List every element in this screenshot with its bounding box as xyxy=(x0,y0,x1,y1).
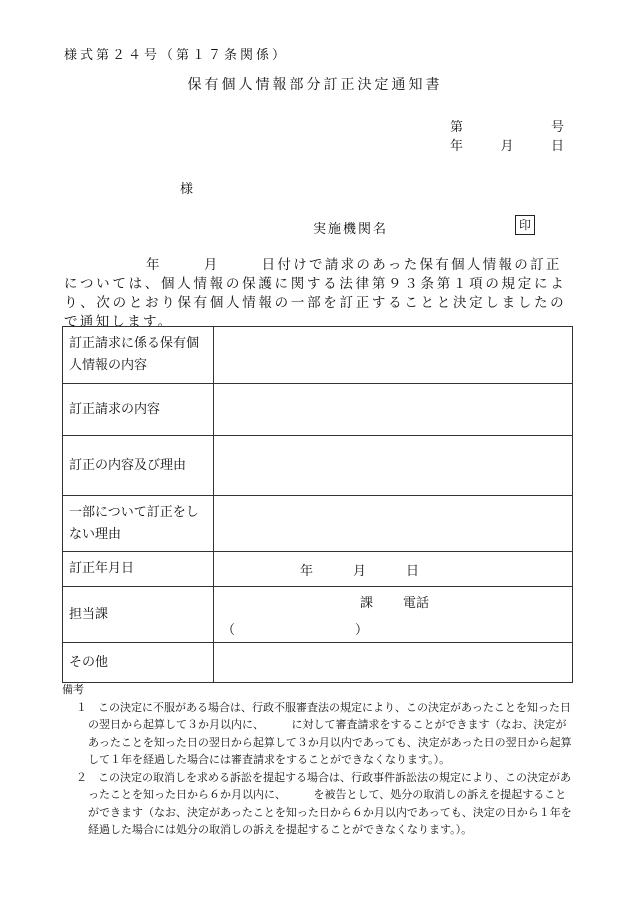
table-row xyxy=(63,384,573,436)
row-value xyxy=(214,643,573,683)
notice-body xyxy=(64,256,566,332)
body-month: 月 xyxy=(203,257,220,273)
table-row xyxy=(63,552,573,587)
remarks-item: １ この決定に不服がある場合は、行政不服審査法の規定により、この決定があったことを知った日の翌日から起算して３か月以内に、 に対して審査請求をすることができます（なお、決定があったことを知った日の翌日から起算して３か月以内であっても、決定があった日の翌日から起算して１年を経過した場合には審査請求をすることができなくなります。）。 xyxy=(76,700,572,766)
document-date-line xyxy=(450,135,564,154)
row-label: 訂正請求の内容 xyxy=(63,384,214,436)
row-label: 担当課 xyxy=(63,587,214,643)
ka-label: 課 xyxy=(360,595,374,611)
body-year: 年 xyxy=(146,257,162,273)
row-value xyxy=(214,436,573,496)
table-row xyxy=(63,327,573,384)
dai-label: 第 xyxy=(450,120,464,135)
form-number: 様式第２４号（第１７条関係） xyxy=(64,48,289,63)
go-label: 号 xyxy=(550,120,564,135)
row-label: 一部について訂正をしない理由 xyxy=(63,496,214,552)
day-label: 日 xyxy=(550,139,564,154)
phone-label: 電話 xyxy=(403,595,430,611)
body-line1: 日付けで請求のあった保有個人情報の訂正 xyxy=(261,257,562,273)
document-number-line xyxy=(450,116,564,135)
correction-date-cell xyxy=(214,552,573,587)
correction-day: 日 xyxy=(406,563,420,579)
remarks-section xyxy=(62,681,574,839)
agency-label: 実施機関名 xyxy=(313,222,389,237)
paren-close: ） xyxy=(355,622,369,638)
row-value xyxy=(214,327,573,384)
month-label: 月 xyxy=(500,139,514,154)
paren-open: （ xyxy=(222,622,236,638)
department-cell xyxy=(214,587,573,643)
correction-year: 年 xyxy=(300,563,314,579)
seal-mark: 印 xyxy=(515,215,535,235)
body-rest: については、個人情報の保護に関する法律第９３条第１項の規定により、次のとおり保有個人情報の一部を訂正することと決定しましたので通知します。 xyxy=(64,276,566,330)
document-title: 保有個人情報部分訂正決定通知書 xyxy=(187,77,443,93)
row-label: 訂正請求に係る保有個人情報の内容 xyxy=(63,327,214,384)
row-value xyxy=(214,384,573,436)
correction-month: 月 xyxy=(353,563,367,579)
year-label: 年 xyxy=(450,139,464,154)
row-label: 訂正の内容及び理由 xyxy=(63,436,214,496)
row-label: 訂正年月日 xyxy=(63,552,214,587)
table-row xyxy=(63,496,573,552)
remarks-item: ２ この決定の取消しを求める訴訟を提起する場合は、行政事件訴訟法の規定により、この決定があったことを知った日から６か月以内に、 を被告として、処分の取消しの訴えを提起することができます（なお、決定があったことを知った日から６か月以内であっても、決定の日から１年を経過した場合には処分の取消しの訴えを提起することができなくなります。）。 xyxy=(76,770,572,836)
decision-table xyxy=(62,326,573,683)
addressee-suffix: 様 xyxy=(180,182,194,197)
table-row xyxy=(63,436,573,496)
row-label: その他 xyxy=(63,643,214,683)
table-row xyxy=(63,587,573,643)
table-row xyxy=(63,643,573,683)
remarks-heading: 備考 xyxy=(62,683,84,696)
row-value xyxy=(214,496,573,552)
